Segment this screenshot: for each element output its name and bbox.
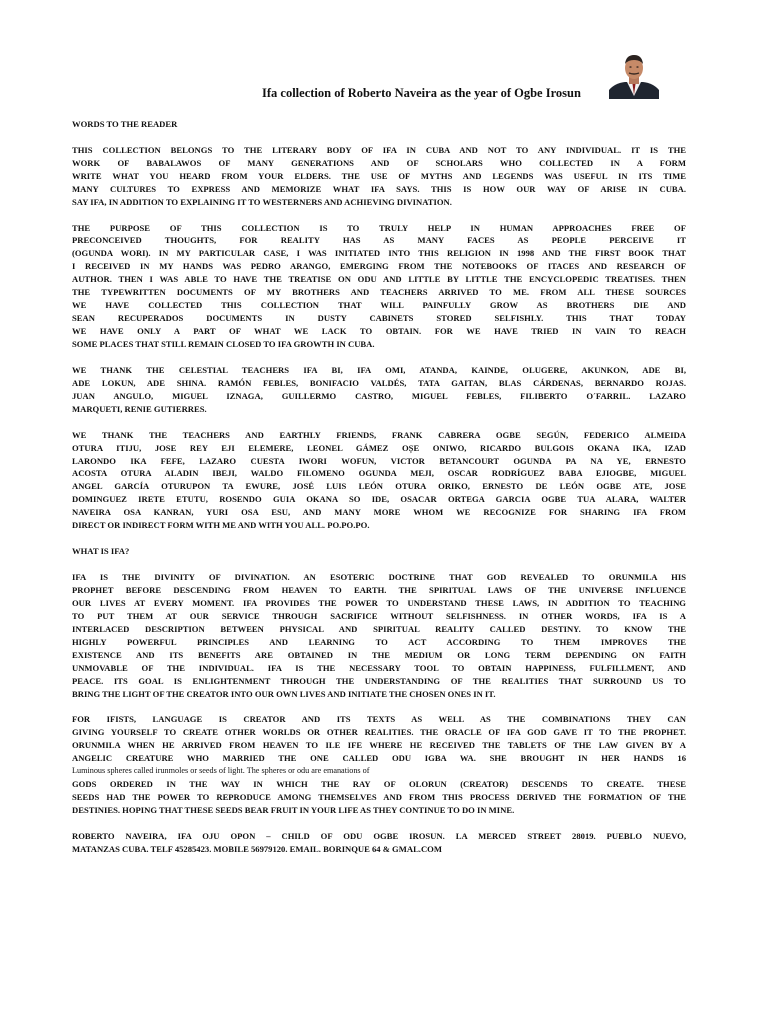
text-line: EXISTENCE AND ITS BENEFITS ARE OBTAINED IN THE MEDIUM OR LONG TERM DEPENDING ON FAITH — [72, 649, 686, 660]
text-line: OTURA ITIJU, JOSE REY EJI ELEMERE, LEONEL GÁMEZ OȘE ONIWO, RICARDO BULGOIS OKANA IKA, IZAD — [72, 442, 686, 453]
paragraph — [72, 118, 686, 131]
text-line: WE THANK THE TEACHERS AND EARTHLY FRIENDS, FRANK CABRERA OGBE SEGÚN, FEDERICO ALMEIDA — [72, 429, 686, 440]
text-line: ACOSTA OTURA ALADIN IBEJI, WALDO FILOMENO OGUNDA MEJI, OSCAR RODRÍGUEZ BABA EJIOGBE, MIGUEL — [72, 468, 686, 479]
text-line: ROBERTO NAVEIRA, IFA OJU OPON – CHILD OF ODU OGBE IROSUN. LA MERCED STREET 28019. PUEBLO NUEVO, — [72, 830, 686, 841]
text-line: WRITE WHAT YOU HEARD FROM YOUR ELDERS. THE USE OF MYTHS AND LEGENDS WAS USEFUL IN ITS TIME — [72, 170, 686, 181]
paragraph — [72, 713, 686, 817]
paragraph — [72, 545, 686, 558]
text-line: MARQUETI, RENIE GUTIERRES. — [72, 403, 207, 414]
text-line: SOME PLACES THAT STILL REMAIN CLOSED TO IFA GROWTH IN CUBA. — [72, 339, 375, 350]
text-line: WE THANK THE CELESTIAL TEACHERS IFA BI, IFA OMI, ATANDA, KAINDE, OLUGERE, AKUNKON, ADE BI, — [72, 364, 686, 375]
text-line: AUTHOR. THEN I WAS ABLE TO HAVE THE TREATISE ON ODU AND LITTLE BY LITTLE THE ENCYCLOPEDIC TREATISES. THEN — [72, 274, 686, 285]
author-portrait-icon — [609, 52, 659, 99]
text-line: ANGEL GARCÍA OTURUPON TA EWURE, JOSÉ LUIS LEÓN OTURA ORIKO, ERNESTO DE LEÓN OGBE ATE, JOSE — [72, 481, 686, 492]
text-line: PRECONCEIVED THOUGHTS, FOR REALITY HAS AS MANY FACES AS PEOPLE PERCEIVE IT — [72, 235, 686, 246]
paragraph — [72, 364, 686, 416]
text-line: MANY CULTURES TO EXPRESS AND MEMORIZE WHAT IFA SAYS. THIS IS HOW OUR WAY OF ARISE IN CUBA. — [72, 183, 686, 194]
text-line: IFA IS THE DIVINITY OF DIVINATION. AN ESOTERIC DOCTRINE THAT GOD REVEALED TO ORUNMILA HIS — [72, 571, 686, 582]
text-line: MATANZAS CUBA. TELF 45285423. MOBILE 56979120. EMAIL. BORINQUE 64 & GMAL.COM — [72, 843, 442, 854]
text-line: BRING THE LIGHT OF THE CREATOR INTO OUR OWN LIVES AND INITIATE THE CHOSEN ONES IN IT. — [72, 688, 496, 699]
text-line: TO PUT THEM AT OUR SERVICE THROUGH SACRIFICE WITHOUT SELFISHNESS. IN OTHER WORDS, IFA IS A — [72, 610, 686, 621]
text-line: SAY IFA, IN ADDITION TO EXPLAINING IT TO WESTERNERS AND ACHIEVING DIVINATION. — [72, 196, 452, 207]
paragraph — [72, 571, 686, 701]
text-line: (OGUNDA WORI). IN MY PARTICULAR CASE, I WAS INITIATED INTO THIS RELIGION IN 1998 AND THE FIRST BOOK THAT — [72, 248, 686, 259]
text-line: SEEDS HAD THE POWER TO REPRODUCE AMONG THEMSELVES AND FROM THIS PROCESS DERIVED THE FORMATION OF THE — [72, 792, 686, 803]
paragraph — [72, 830, 686, 856]
text-line: LARONDO IKA FEFE, LAZARO CUESTA IWORI WOFUN, VICTOR BETANCOURT OGUNDA PA NA YE, ERNESTO — [72, 455, 686, 466]
paragraph — [72, 222, 686, 352]
text-line: OUR LIVES AT EVERY MOMENT. IFA PROVIDES THE POWER TO UNDERSTAND THESE LAWS, IN ADDITION TO TEACHING — [72, 597, 686, 608]
text-line: INTERLACED DESCRIPTION BETWEEN PHYSICAL AND SPIRITUAL REALITY CALLED DESTINY. TO KNOW THE — [72, 623, 686, 634]
text-line: PEACE. ITS GOAL IS ENLIGHTENMENT THROUGH THE UNDERSTANDING OF THE REALITIES THAT SURROUND US TO — [72, 675, 686, 686]
text-line: WE HAVE COLLECTED THIS COLLECTION THAT WILL PAINFULLY GROW AS BROTHERS DIE AND — [72, 300, 686, 311]
text-line: ADE LOKUN, ADE SHINA. RAMÓN FEBLES, BONIFACIO VALDÉS, TATA GAITAN, BLAS CÁRDENAS, BERNARDO ROJAS. — [72, 377, 686, 388]
document-title: Ifa collection of Roberto Naveira as the year of Ogbe Irosun — [262, 86, 581, 100]
text-line: GIVING YOURSELF TO CREATE OTHER WORLDS OR OTHER REALITIES. THE ORACLE OF IFA GOD GAVE IT TO THE PROPHET. — [72, 727, 686, 738]
text-line: ANGELIC CREATURE WHO MARRIED THE ONE CALLED ODU IGBA WA. SHE BROUGHT IN HER HANDS 16 — [72, 753, 686, 764]
paragraph — [72, 429, 686, 533]
text-line: HIGHLY POWERFUL PRINCIPLES AND LEARNING TO ACT ACCORDING TO THEM IMPROVES THE — [72, 636, 686, 647]
paragraph — [72, 144, 686, 209]
document-body — [72, 118, 686, 869]
text-line: WORK OF BABALAWOS OF MANY GENERATIONS AND OF SCHOLARS WHO COLLECTED IN A FORM — [72, 157, 686, 168]
text-line: UNMOVABLE OF THE INDIVIDUAL. IFA IS THE NECESSARY TOOL TO OBTAIN HAPPINESS, FULFILLMENT, AND — [72, 662, 686, 673]
text-line: DOMINGUEZ IRETE ETUTU, ROSENDO GUIA OKANA SO IDE, OSACAR ORTEGA GARCIA OGBE TUA ALARA, WALTER — [72, 494, 686, 505]
author-portrait-icon — [609, 52, 659, 99]
text-line: GODS ORDERED IN THE WAY IN WHICH THE RAY OF OLORUN (CREATOR) DESCENDS TO CREATE. THESE — [72, 779, 686, 790]
text-line: WORDS TO THE READER — [72, 119, 178, 129]
text-line: DIRECT OR INDIRECT FORM WITH ME AND WITH YOU ALL. PO.PO.PO. — [72, 520, 370, 531]
text-line: PROPHET BEFORE DESCENDING FROM HEAVEN TO EARTH. THE SPIRITUAL LAWS OF THE UNIVERSE INFLUENCE — [72, 584, 686, 595]
text-line: THE TYPEWRITTEN DOCUMENTS OF MY BROTHERS AND TEACHERS ARRIVED TO ME. FROM ALL THESE SOURCES — [72, 287, 686, 298]
text-line: WE HAVE ONLY A PART OF WHAT WE LACK TO OBTAIN. FOR WE HAVE TRIED IN VAIN TO REACH — [72, 326, 686, 337]
text-line: I RECEIVED IN MY HANDS WAS PEDRO ARANGO, EMERGING FROM THE NOTEBOOKS OF ITACES AND RESEARCH OF — [72, 261, 686, 272]
text-line: SEAN RECUPERADOS DOCUMENTS IN DUSTY CABINETS STORED SELFISHLY. THIS THAT TODAY — [72, 313, 686, 324]
text-line: Luminous spheres called irunmoles or seeds of light. The spheres or odu are emanations of — [72, 766, 370, 776]
text-line: THE PURPOSE OF THIS COLLECTION IS TO TRULY HELP IN HUMAN APPROACHES FREE OF — [72, 222, 686, 233]
text-line: NAVEIRA OSA KANRAN, YURI OSA ESU, AND MANY MORE WHOM WE RECOGNIZE FOR SHARING IFA FROM — [72, 507, 686, 518]
text-line: FOR IFISTS, LANGUAGE IS CREATOR AND ITS TEXTS AS WELL AS THE COMBINATIONS THEY CAN — [72, 714, 686, 725]
text-line: JUAN ANGULO, MIGUEL IZNAGA, GUILLERMO CASTRO, MIGUEL FEBLES, FILIBERTO O´FARRIL. LAZARO — [72, 390, 686, 401]
text-line: WHAT IS IFA? — [72, 546, 130, 557]
text-line: ORUNMILA WHEN HE ARRIVED FROM HEAVEN TO ILE IFE WHERE HE RECEIVED THE TABLETS OF THE LAW GIVEN BY A — [72, 740, 686, 751]
text-line: DESTINIES. HOPING THAT THESE SEEDS BEAR FRUIT IN YOUR LIFE AS THEY CONTINUE TO DO IN MINE. — [72, 805, 515, 816]
text-line: THIS COLLECTION BELONGS TO THE LITERARY BODY OF IFA IN CUBA AND NOT TO ANY INDIVIDUAL. IT IS THE — [72, 144, 686, 155]
